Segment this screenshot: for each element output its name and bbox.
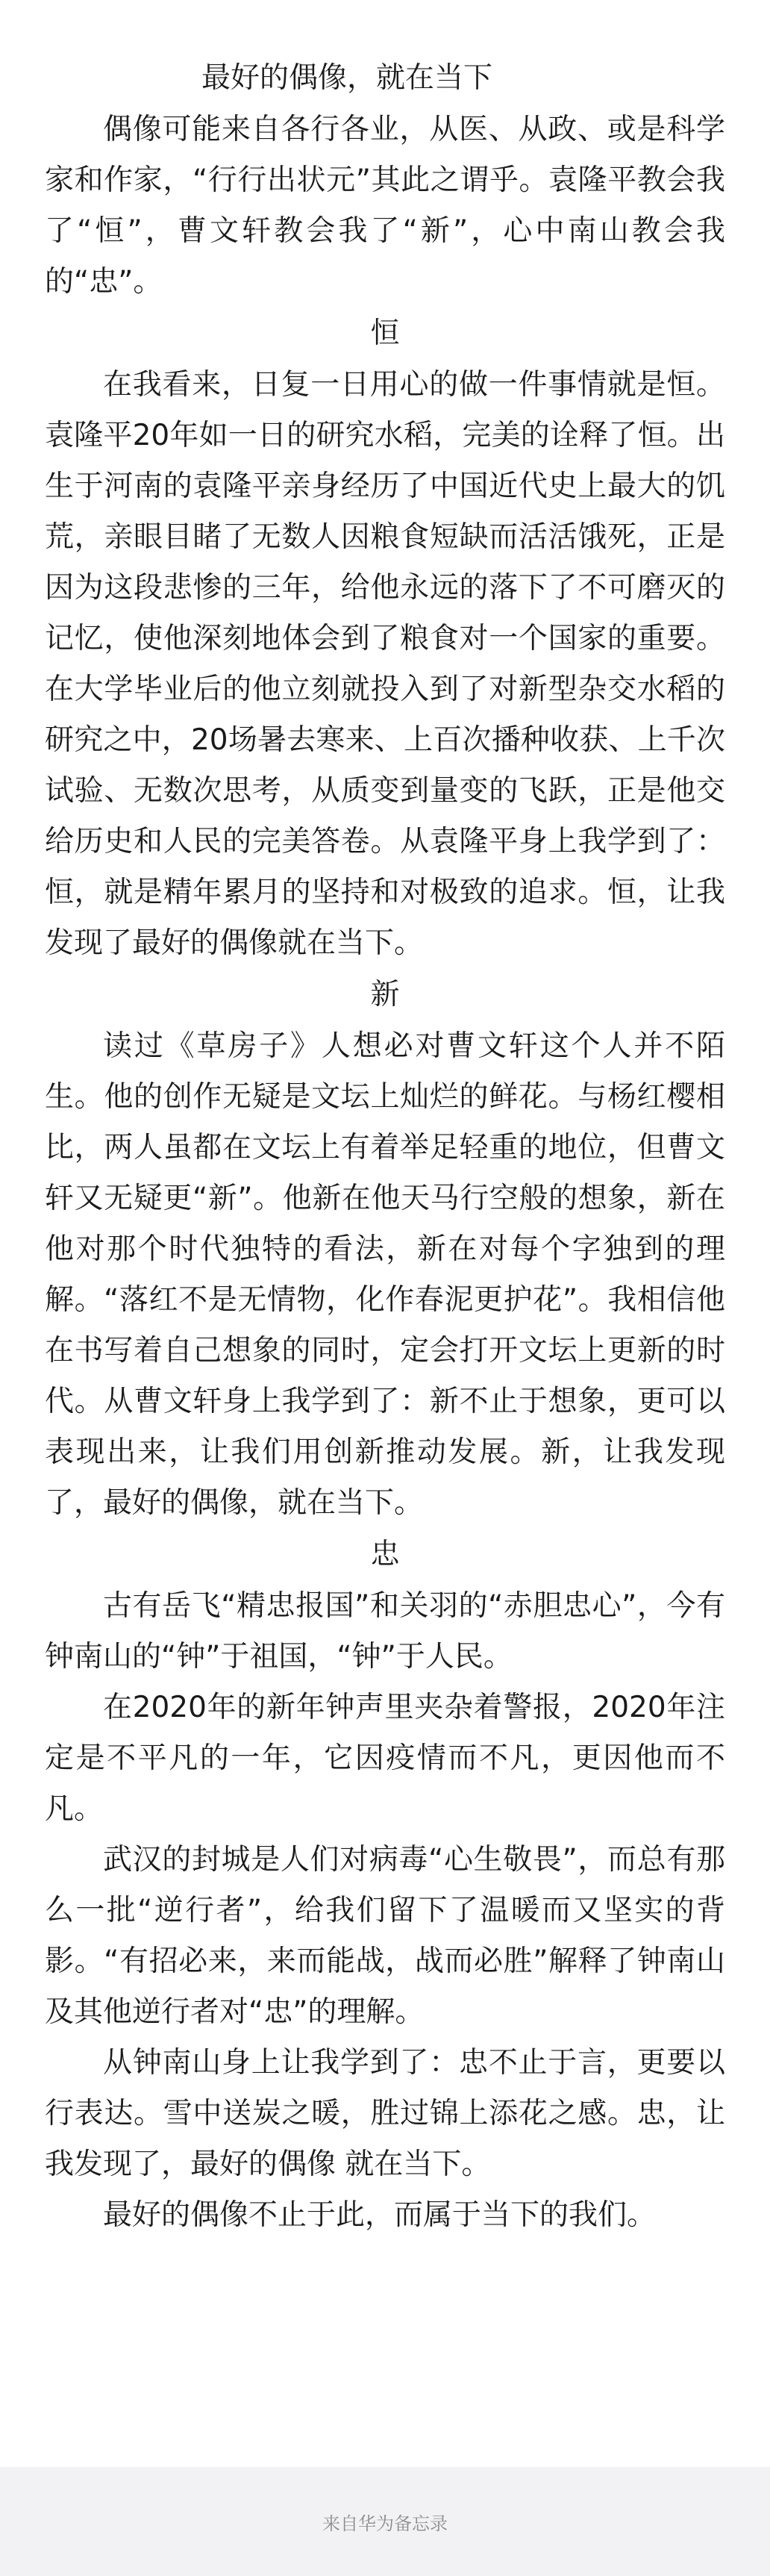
section-zhong-paragraph-2: 在2020年的新年钟声里夹杂着警报，2020年注定是不平凡的一年，它因疫情而不凡，更因他而不凡。 xyxy=(45,1691,725,1826)
source-footer xyxy=(0,2467,770,2576)
section-zhong-paragraph-3: 武汉的封城是人们对病毒“心生敬畏”，而总有那么一批“逆行者”，给我们留下了温暖而又坚实的背影。“有招必来，来而能战，战而必胜”解释了钟南山及其他逆行者对“忠”的理解。 xyxy=(45,1843,725,2029)
section-heading-heng: 恒 xyxy=(370,316,400,350)
source-label: 来自华为备忘录 xyxy=(322,2513,448,2534)
section-heng-paragraph: 在我看来，日复一日用心的做一件事情就是恒。袁隆平20年如一日的研究水稻，完美的诠释了恒。出生于河南的袁隆平亲身经历了中国近代史上最大的饥荒，亲眼目睹了无数人因粮食短缺而活活饿死，正是因为这段悲惨的三年，给他永远的落下了不可磨灭的记忆，使他深刻地体会到了粮食对一个国家的重要。在大学毕业后的他立刻就投入到了对新型杂交水稻的研究之中，20场暑去寒来、上百次播种收获、上千次试验、无数次思考，从质变到量变的飞跃，正是他交给历史和人民的完美答卷。从袁隆平身上我学到了：恒，就是精年累月的坚持和对极致的追求。恒，让我发现了最好的偶像就在当下。 xyxy=(45,368,725,960)
section-zhong-paragraph-1: 古有岳飞“精忠报国”和关羽的“赤胆忠心”，今有钟南山的“钟”于祖国，“钟”于人民。 xyxy=(45,1589,725,1674)
section-zhong-paragraph-4: 从钟南山身上让我学到了：忠不止于言，更要以行表达。雪中送炭之暖，胜过锦上添花之感。忠，让我发现了，最好的偶像 就在当下。 xyxy=(45,2046,725,2181)
section-heading-zhong: 忠 xyxy=(370,1538,400,1571)
document-title: 最好的偶像，就在当下 xyxy=(201,61,493,95)
section-heading-xin: 新 xyxy=(370,978,400,1011)
intro-paragraph: 偶像可能来自各行各业，从医、从政、或是科学家和作家，“行行出状元”其此之谓乎。袁隆平教会我了“恒”，曹文轩教会我了“新”，心中南山教会我的“忠”。 xyxy=(45,113,725,299)
section-xin-paragraph: 读过《草房子》人想必对曹文轩这个人并不陌生。他的创作无疑是文坛上灿烂的鲜花。与杨红樱相比，两人虽都在文坛上有着举足轻重的地位，但曹文轩又无疑更“新”。他新在他天马行空般的想象，新在他对那个时代独特的看法，新在对每个字独到的理解。“落红不是无情物，化作春泥更护花”。我相信他在书写着自己想象的同时，定会打开文坛上更新的时代。从曹文轩身上我学到了：新不止于想象，更可以表现出来，让我们用创新推动发展。新，让我发现了，最好的偶像，就在当下。 xyxy=(45,1029,725,1520)
closing-paragraph: 最好的偶像不止于此，而属于当下的我们。 xyxy=(103,2198,657,2232)
